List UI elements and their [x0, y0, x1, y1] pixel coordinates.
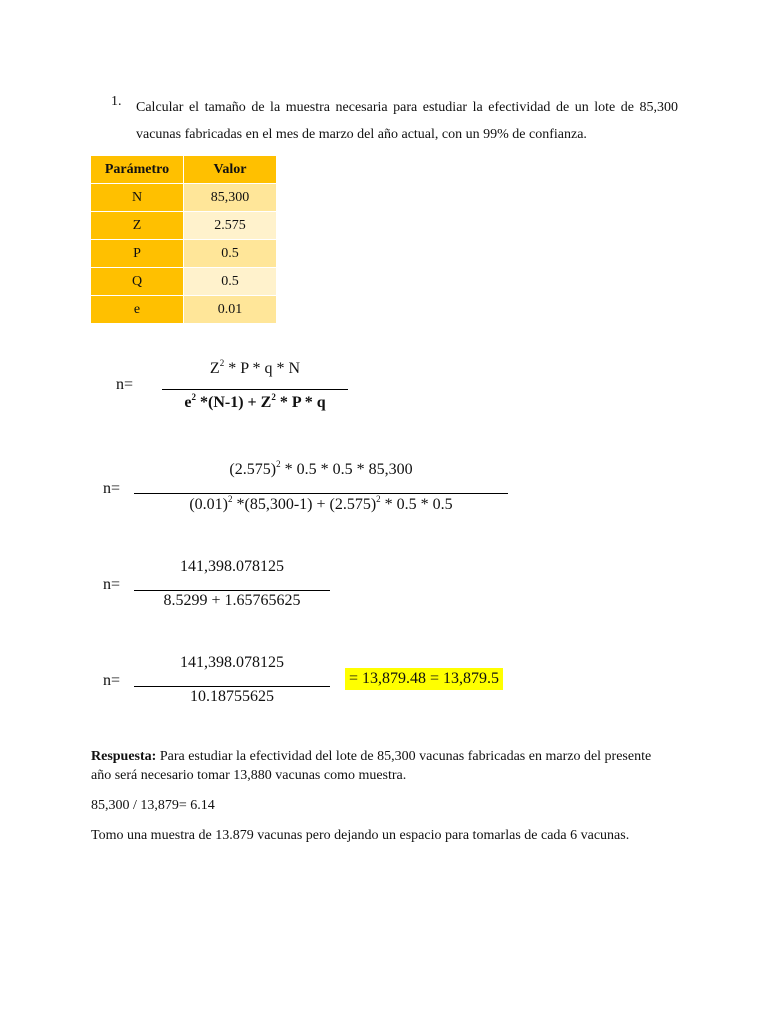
- answer-label: Respuesta:: [91, 749, 157, 764]
- term-z: (2.575): [229, 461, 277, 478]
- fraction-bar: [134, 590, 330, 591]
- value-cell: 0.5: [184, 268, 277, 296]
- formula-numerator: 141,398.078125: [180, 654, 284, 671]
- formula-denominator: [162, 394, 348, 412]
- formula-numerator: [134, 461, 508, 479]
- term-end: * 0.5 * 0.5: [380, 496, 453, 513]
- table-header-row: [91, 156, 277, 184]
- superscript: 2: [276, 459, 281, 469]
- superscript: 2: [376, 494, 381, 504]
- superscript: 2: [271, 392, 276, 402]
- formula-numerator: 141,398.078125: [180, 558, 284, 575]
- table-row: [91, 296, 277, 324]
- value-cell: 0.01: [184, 296, 277, 324]
- param-cell: N: [91, 184, 184, 212]
- header-parametro: Parámetro: [91, 156, 184, 184]
- table-row: [91, 268, 277, 296]
- term-rest: * 0.5 * 0.5 * 85,300: [280, 461, 413, 478]
- parameter-table: [90, 155, 277, 324]
- superscript: 2: [191, 392, 196, 402]
- term-e: e: [184, 394, 192, 411]
- term-mid: *(N-1) + Z: [195, 394, 272, 411]
- answer-paragraph: [91, 747, 671, 785]
- term-end: * P * q: [275, 394, 326, 411]
- n-label: n=: [103, 480, 121, 497]
- n-label: n=: [103, 672, 121, 689]
- fraction-bar: [134, 686, 330, 687]
- param-cell: e: [91, 296, 184, 324]
- conclusion-line: Tomo una muestra de 13.879 vacunas pero dejando un espacio para tomarlas de cada 6 vacunas.: [91, 828, 630, 843]
- value-cell: 2.575: [184, 212, 277, 240]
- term-e: (0.01): [189, 496, 228, 513]
- formula-denominator: 8.5299 + 1.65765625: [163, 592, 301, 609]
- table-row: [91, 240, 277, 268]
- header-valor: Valor: [184, 156, 277, 184]
- param-cell: Q: [91, 268, 184, 296]
- formula-denominator: 10.18755625: [190, 688, 274, 705]
- superscript: 2: [227, 494, 233, 504]
- param-cell: P: [91, 240, 184, 268]
- table-row: [91, 212, 277, 240]
- question-text: Calcular el tamaño de la muestra necesaria para estudiar la efectividad de un lote de 85,300 vacunas fabricadas en el mes de marzo del año actual, con un 99% de confianza.: [136, 100, 678, 142]
- n-label: n=: [116, 376, 134, 393]
- formula-numerator: [162, 360, 348, 378]
- division-line: 85,300 / 13,879= 6.14: [91, 798, 215, 813]
- term-mid: *(85,300-1) + (2.575): [232, 496, 377, 513]
- answer-text: Para estudiar la efectividad del lote de 85,300 vacunas fabricadas en marzo del presente año será necesario tomar 13,880 vacunas como muestra.: [91, 749, 652, 783]
- fraction-bar: [134, 493, 508, 494]
- table-row: [91, 184, 277, 212]
- formula-denominator: [134, 496, 508, 514]
- value-cell: 85,300: [184, 184, 277, 212]
- param-cell: Z: [91, 212, 184, 240]
- value-cell: 0.5: [184, 240, 277, 268]
- fraction-bar: [162, 389, 348, 390]
- term-z: Z: [209, 360, 220, 377]
- superscript: 2: [219, 358, 225, 368]
- n-label: n=: [103, 576, 121, 593]
- question-number: 1.: [111, 94, 122, 109]
- result-highlight: = 13,879.48 = 13,879.5: [345, 668, 503, 690]
- term-rest: * P * q * N: [224, 360, 301, 377]
